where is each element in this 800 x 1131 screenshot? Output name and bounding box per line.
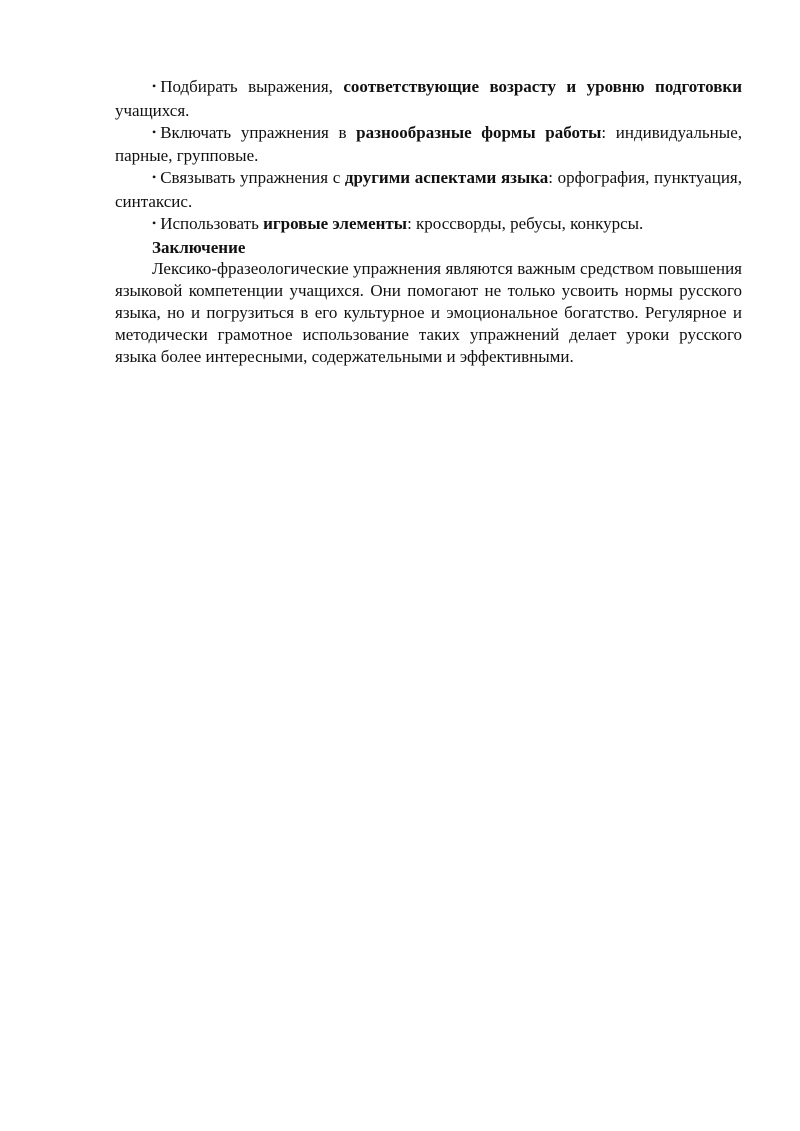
list-item-text: Включать упражнения в [160,122,357,142]
list-item-text: Подбирать выражения, [160,77,344,96]
list-item [115,167,742,213]
list-item-emphasis: соответствующие возрасту и уровню подготовки [343,77,743,96]
list-item-text: Использовать [160,213,264,233]
list-item-text: Связывать упражнения с [160,168,345,188]
list-item-emphasis: игровые элементы [263,213,408,233]
section-heading: Заключение [152,237,246,257]
list-item-text: : орфография, пунктуация, синтаксис. [115,168,742,211]
list-item-emphasis: другими аспектами языка [344,168,549,188]
list-item-text: : индивидуальные, парные, групповые. [115,122,742,166]
list-item-text: : кроссворды, ребусы, конкурсы. [407,213,644,233]
list-item [115,213,742,237]
list-item-text: учащихся. [115,100,190,120]
list-item-emphasis: разнообразные формы работы [356,122,602,142]
document-page [115,76,742,367]
bullet-icon: • [152,170,157,185]
conclusion-paragraph: Лексико-фразеологические упражнения являются важным средством повышения языковой компетенции учащихся. Они помогают не только усвоить нормы русского языка, но и погрузиться в его культурное и эмоциональное богатство. Регулярное и методически грамотное использование таких упражнений делает уроки русского языка более интересными, содержательными и эффективными. [115,259,742,366]
list-item [115,122,742,168]
bullet-icon: • [152,124,157,139]
bullet-icon: • [152,215,157,230]
list-item [115,76,742,122]
bullet-icon: • [152,79,157,93]
